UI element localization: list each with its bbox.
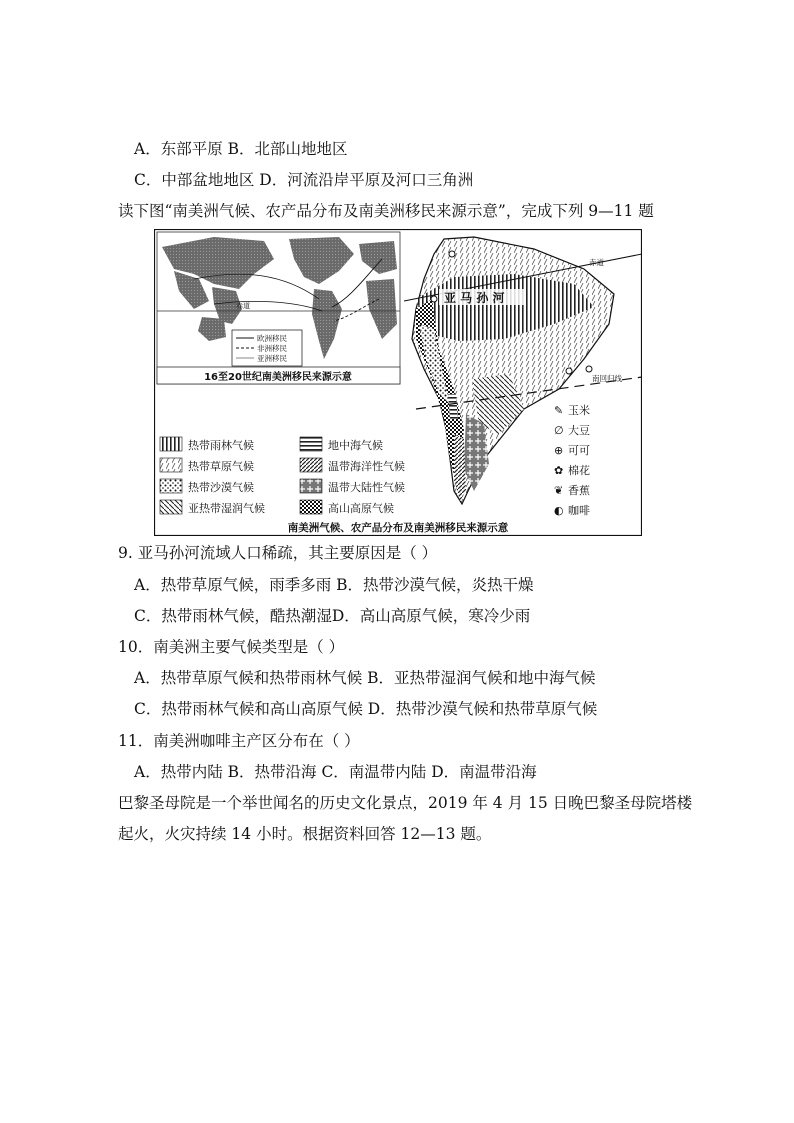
passage-line-1: 巴黎圣母院是一个举世闻名的历史文化景点，2019 年 4 月 15 日晚巴黎圣母院塔楼 xyxy=(118,794,693,812)
question-9-options-ab: A．热带草原气候，雨季多雨 B．热带沙漠气候，炎热干燥 xyxy=(134,576,534,594)
legend-tropical-rainforest: 热带雨林气候 xyxy=(188,439,254,452)
migration-inset-map xyxy=(157,232,400,384)
legend-coffee: 咖啡 xyxy=(568,504,590,517)
soybean-icon: ∅ xyxy=(554,424,564,437)
legend-soybean: 大豆 xyxy=(568,424,590,437)
legend-mediterranean: 地中海气候 xyxy=(328,439,383,452)
coffee-legend-icon: ◐ xyxy=(554,504,564,517)
inset-equator-label: 赤道 xyxy=(236,302,250,310)
legend-tropical-desert: 热带沙漠气候 xyxy=(188,481,254,494)
map-equator-label: 赤道 xyxy=(589,258,604,267)
corn-icon: ✎ xyxy=(554,404,564,417)
legend-banana: 香蕉 xyxy=(568,484,590,497)
legend-subtropical-humid: 亚热带湿润气候 xyxy=(188,502,265,515)
option-line-cd: C．中部盆地地区 D．河流沿岸平原及河口三角洲 xyxy=(134,171,474,189)
question-10: 10．南美洲主要气候类型是（ ） xyxy=(118,638,345,656)
cotton-icon: ✿ xyxy=(554,464,564,477)
legend-temperate-maritime: 温带海洋性气候 xyxy=(328,460,405,473)
legend-tropical-savanna: 热带草原气候 xyxy=(188,460,254,473)
question-11-options: A．热带内陆 B．热带沿海 C．南温带内陆 D．南温带沿海 xyxy=(134,763,537,781)
banana-legend-icon: ❦ xyxy=(554,484,564,497)
coffee-icon xyxy=(586,366,592,372)
tropic-label: 南回归线 xyxy=(592,374,622,383)
product-legend xyxy=(546,399,640,521)
question-11: 11．南美洲咖啡主产区分布在（ ） xyxy=(118,732,360,750)
question-10-options-ab: A．热带草原气候和热带雨林气候 B．亚热带湿润气候和地中海气候 xyxy=(134,669,596,687)
legend-africa: 非洲移民 xyxy=(257,344,287,353)
cocoa-legend-icon: ⊕ xyxy=(554,444,564,457)
coffee-icon xyxy=(566,368,572,374)
question-10-options-cd: C．热带雨林气候和高山高原气候 D．热带沙漠气候和热带草原气候 xyxy=(134,700,598,718)
figure-instruction: 读下图“南美洲气候、农产品分布及南美洲移民来源示意”，完成下列 9—11 题 xyxy=(118,202,654,220)
legend-corn: 玉米 xyxy=(568,404,590,417)
legend-temperate-continental: 温带大陆性气候 xyxy=(328,481,405,494)
cocoa-icon xyxy=(449,251,455,257)
question-9-options-cd: C．热带雨林气候，酷热潮湿D．高山高原气候，寒冷少雨 xyxy=(134,607,531,625)
legend-cocoa: 可可 xyxy=(568,444,590,457)
figure-caption: 南美洲气候、农产品分布及南美洲移民来源示意 xyxy=(287,522,509,534)
banana-icon xyxy=(431,296,437,302)
option-line-ab: A．东部平原 B．北部山地地区 xyxy=(134,140,348,158)
legend-highland: 高山高原气候 xyxy=(328,502,394,515)
inset-caption: 16至20世纪南美洲移民来源示意 xyxy=(204,372,352,383)
legend-cotton: 棉花 xyxy=(568,464,590,477)
legend-asia: 亚洲移民 xyxy=(257,354,287,363)
passage-line-2: 起火，火灾持续 14 小时。根据资料回答 12—13 题。 xyxy=(118,825,492,843)
climate-map-figure xyxy=(154,229,642,536)
amazon-river-label: 亚 马 孙 河 xyxy=(444,291,505,305)
question-9: 9. 亚马孙河流域人口稀疏，其主要原因是（ ） xyxy=(118,544,438,562)
legend-europe: 欧洲移民 xyxy=(257,334,287,343)
